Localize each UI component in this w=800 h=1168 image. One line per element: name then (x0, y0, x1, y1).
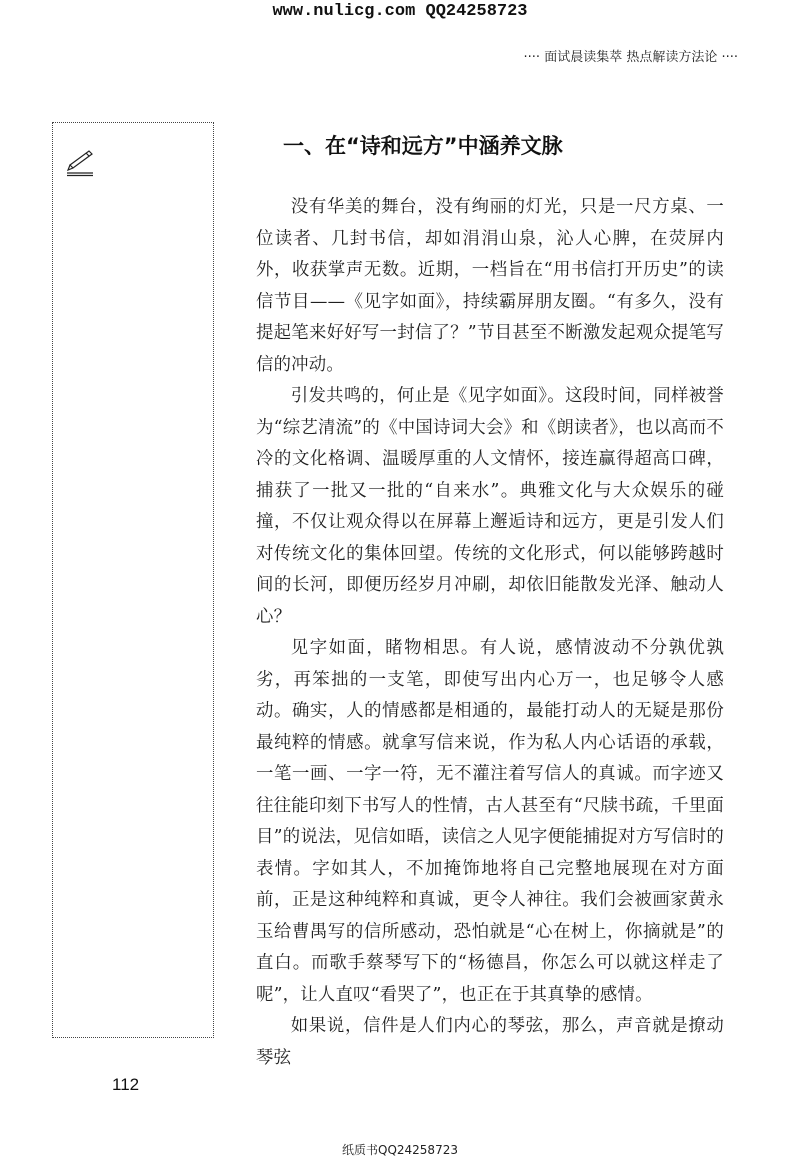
article-body (256, 192, 724, 1074)
paragraph: 没有华美的舞台，没有绚丽的灯光，只是一尺方桌、一位读者、几封书信，却如涓涓山泉，沁人心脾，在荧屏内外，收获掌声无数。近期，一档旨在“用书信打开历史”的读信节目——《见字如面》，持续霸屏朋友圈。“有多久，没有提起笔来好好写一封信了？”节目甚至不断激发起观众提笔写信的冲动。 (256, 197, 724, 375)
pen-icon (65, 137, 95, 177)
paragraph: 引发共鸣的，何止是《见字如面》。这段时间，同样被誉为“综艺清流”的《中国诗词大会》和《朗读者》，也以高而不冷的文化格调、温暖厚重的人文情怀，接连赢得超高口碑，捕获了一批又一批的“自来水”。典雅文化与大众娱乐的碰撞，不仅让观众得以在屏幕上邂逅诗和远方，更是引发人们对传统文化的集体回望。传统的文化形式，何以能够跨越时间的长河，即便历经岁月冲刷，却依旧能散发光泽、触动人心？ (256, 386, 724, 627)
bottom-watermark: 纸质书QQ24258723 (342, 1143, 458, 1157)
running-header: ···· 面试晨读集萃 热点解读方法论 ···· (523, 50, 738, 65)
paragraph: 如果说，信件是人们内心的琴弦，那么，声音就是撩动琴弦 (256, 1016, 724, 1068)
paragraph: 见字如面，睹物相思。有人说，感情波动不分孰优孰劣，再笨拙的一支笔，即使写出内心万一，也足够令人感动。确实，人的情感都是相通的，最能打动人的无疑是那份最纯粹的情感。就拿写信来说，作为私人内心话语的承载，一笔一画、一字一符，无不灌注着写信人的真诚。而字迹又往往能印刻下书写人的性情，古人甚至有“尺牍书疏，千里面目”的说法，见信如晤，读信之人见字便能捕捉对方写信时的表情。字如其人，不加掩饰地将自己完整地展现在对方面前，正是这种纯粹和真诚，更令人神往。我们会被画家黄永玉给曹禺写的信所感动，恐怕就是“心在树上，你摘就是”的直白。而歌手蔡琴写下的“杨德昌，你怎么可以就这样走了呢”，让人直叹“看哭了”，也正在于其真挚的感情。 (256, 638, 724, 1005)
section-title: 一、在“诗和远方”中涵养文脉 (283, 134, 563, 158)
top-watermark: www.nulicg.com QQ24258723 (272, 2, 528, 21)
margin-notes-box (52, 122, 214, 1038)
page-number: 112 (112, 1075, 140, 1094)
